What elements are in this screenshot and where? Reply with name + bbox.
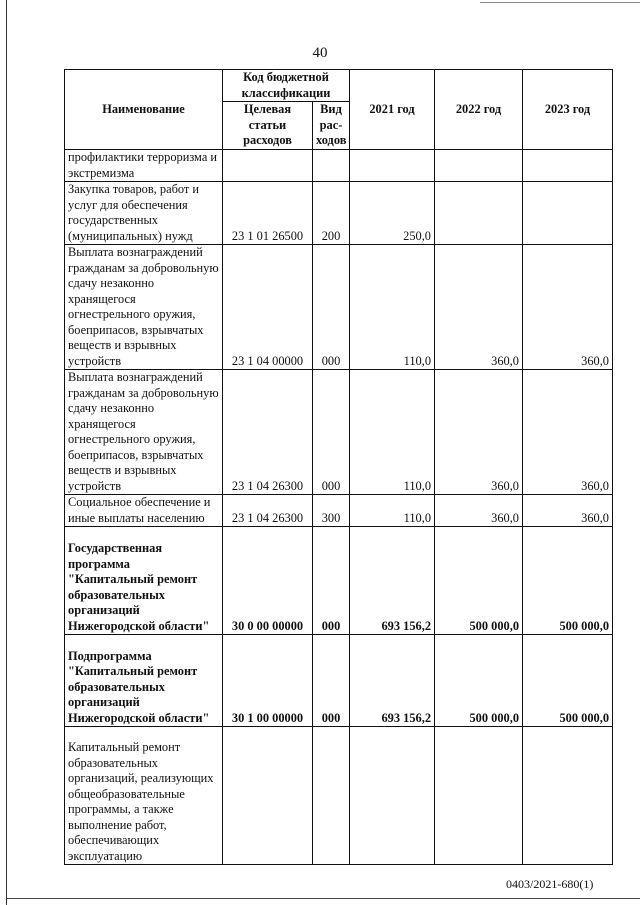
row-2021: 693 156,2	[350, 527, 435, 635]
row-2022: 360,0	[435, 495, 523, 527]
row-2021	[350, 150, 435, 182]
row-2022	[435, 150, 523, 182]
row-2023: 360,0	[523, 245, 613, 370]
row-2022: 360,0	[435, 370, 523, 495]
table-row	[65, 495, 613, 527]
table-row	[65, 527, 613, 635]
row-2021: 250,0	[350, 182, 435, 245]
row-name: Подпрограмма "Капитальный ремонт образовательных организаций Нижегородской области"	[65, 635, 223, 727]
budget-table	[64, 69, 613, 865]
table-row	[65, 635, 613, 727]
row-2022	[435, 727, 523, 865]
row-name: Выплата вознаграждений гражданам за добровольную сдачу незаконно хранящегося огнестрельного оружия, боеприпасов, взрывчатых веществ и взрывных устройств	[65, 370, 223, 495]
table-row	[65, 182, 613, 245]
row-type	[313, 150, 350, 182]
row-code: 23 1 01 26500	[223, 182, 313, 245]
header-type: Вид рас-ходов	[313, 102, 350, 150]
header-target: Целевая статьи расходов	[223, 102, 313, 150]
row-type: 000	[313, 245, 350, 370]
row-2022: 500 000,0	[435, 635, 523, 727]
row-2023	[523, 182, 613, 245]
row-code	[223, 727, 313, 865]
header-2023: 2023 год	[523, 70, 613, 150]
row-2023: 360,0	[523, 370, 613, 495]
row-2021: 693 156,2	[350, 635, 435, 727]
header-code-group: Код бюджетной классификации	[223, 70, 350, 102]
page-edge-top	[480, 2, 640, 3]
row-code: 23 1 04 26300	[223, 370, 313, 495]
row-2022	[435, 182, 523, 245]
page-edge-left	[6, 0, 7, 905]
row-2021: 110,0	[350, 370, 435, 495]
row-name: Капитальный ремонт образовательных организаций, реализующих общеобразовательные программы, а также выполнение работ, обеспечивающих эксплуатацию	[65, 727, 223, 865]
row-type: 300	[313, 495, 350, 527]
row-name: профилактики терроризма и экстремизма	[65, 150, 223, 182]
row-code: 30 1 00 00000	[223, 635, 313, 727]
row-2023: 360,0	[523, 495, 613, 527]
row-2023	[523, 150, 613, 182]
row-name: Закупка товаров, работ и услуг для обеспечения государственных (муниципальных) нужд	[65, 182, 223, 245]
table-row	[65, 150, 613, 182]
row-type: 000	[313, 527, 350, 635]
row-2021: 110,0	[350, 245, 435, 370]
row-2021: 110,0	[350, 495, 435, 527]
row-2023	[523, 727, 613, 865]
row-name: Выплата вознаграждений гражданам за добровольную сдачу незаконно хранящегося огнестрельного оружия, боеприпасов, взрывчатых веществ и взрывных устройств	[65, 245, 223, 370]
header-name: Наименование	[65, 70, 223, 150]
row-type: 200	[313, 182, 350, 245]
row-type	[313, 727, 350, 865]
row-code: 23 1 04 26300	[223, 495, 313, 527]
row-2021	[350, 727, 435, 865]
row-2023: 500 000,0	[523, 527, 613, 635]
page-edge-bottom	[6, 898, 640, 899]
row-code: 30 0 00 00000	[223, 527, 313, 635]
row-code	[223, 150, 313, 182]
page-number: 40	[312, 45, 328, 61]
table-row	[65, 727, 613, 865]
row-2022: 500 000,0	[435, 527, 523, 635]
header-2021: 2021 год	[350, 70, 435, 150]
document-code: 0403/2021-680(1)	[506, 877, 594, 891]
table-row	[65, 370, 613, 495]
row-2022: 360,0	[435, 245, 523, 370]
row-type: 000	[313, 370, 350, 495]
row-name: Государственная программа "Капитальный ремонт образовательных организаций Нижегородской области"	[65, 527, 223, 635]
row-type: 000	[313, 635, 350, 727]
header-2022: 2022 год	[435, 70, 523, 150]
row-code: 23 1 04 00000	[223, 245, 313, 370]
row-2023: 500 000,0	[523, 635, 613, 727]
row-name: Социальное обеспечение и иные выплаты населению	[65, 495, 223, 527]
table-row	[65, 245, 613, 370]
